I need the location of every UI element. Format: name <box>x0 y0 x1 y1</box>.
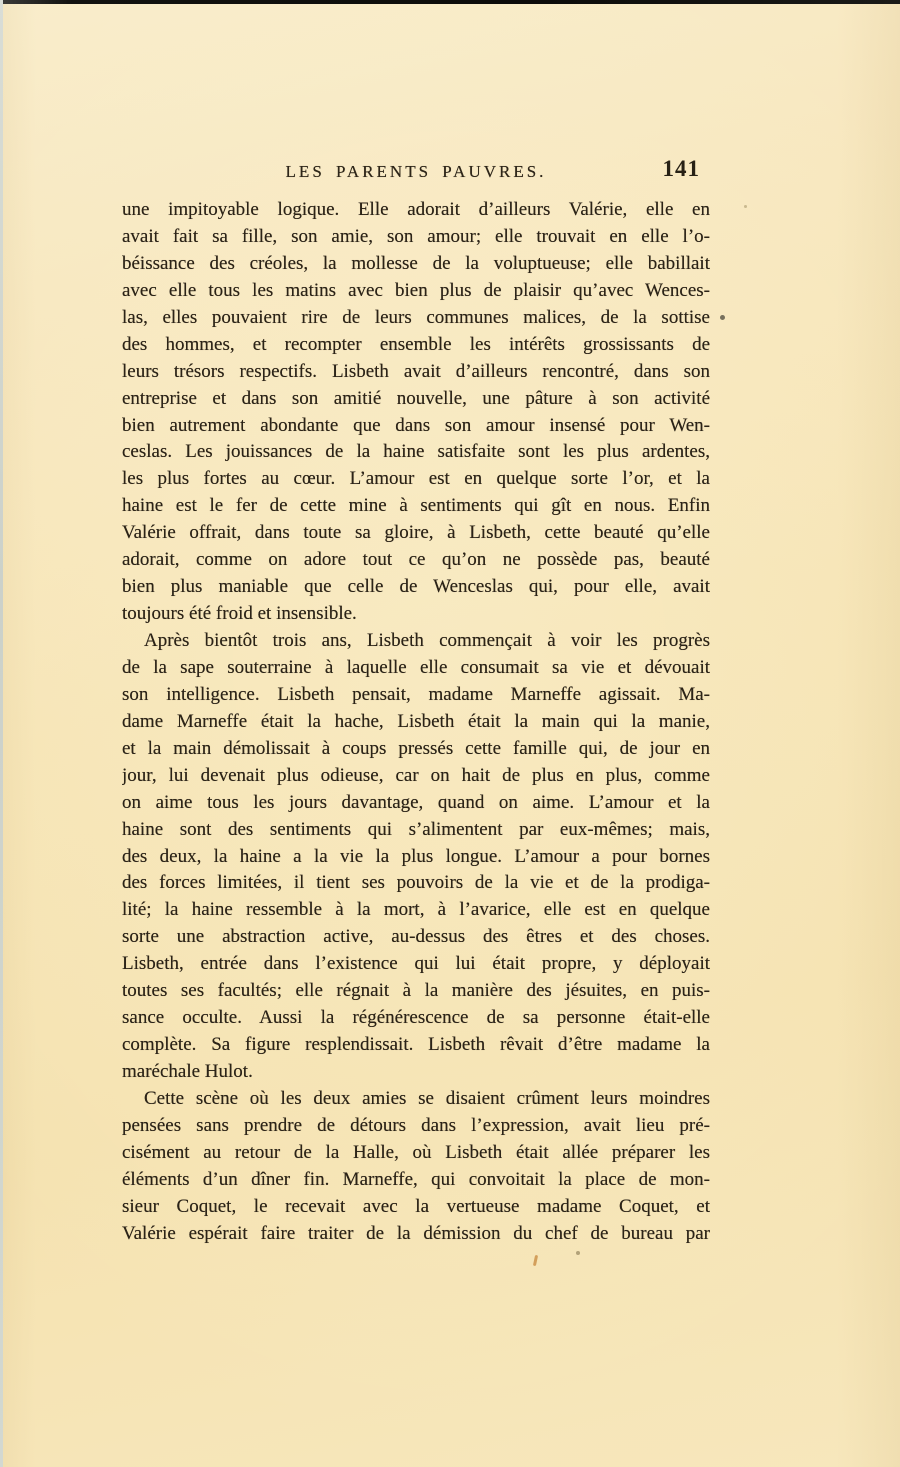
ink-speck <box>533 1255 538 1266</box>
text-line: maréchale Hulot. <box>122 1061 253 1082</box>
text-line: son intelligence. Lisbeth pensait, madame Marneffe agissait. Ma- <box>122 683 710 705</box>
text-line: dame Marneffe était la hache, Lisbeth était la main qui la manie, <box>122 710 710 732</box>
text-line: une impitoyable logique. Elle adorait d’ailleurs Valérie, elle en <box>122 199 710 220</box>
text-line: jour, lui devenait plus odieuse, car on hait de plus en plus, comme <box>122 764 710 786</box>
text-line: sieur Coquet, le recevait avec la vertueuse madame Coquet, et <box>122 1195 710 1217</box>
text-line: lité; la haine ressemble à la mort, à l’avarice, elle est en quelque <box>122 899 710 921</box>
text-line: éléments d’un dîner fin. Marneffe, qui convoitait la place de mon- <box>122 1168 710 1190</box>
page-text <box>122 197 710 1248</box>
text-line: béissance des créoles, la mollesse de la voluptueuse; elle babillait <box>122 252 710 274</box>
text-line: des deux, la haine a la vie la plus longue. L’amour a pour bornes <box>122 845 710 867</box>
text-line: toujours été froid et insensible. <box>122 603 357 625</box>
text-line: haine est le fer de cette mine à sentiments qui gît en nous. Enfin <box>122 495 710 517</box>
ink-speck <box>744 205 747 208</box>
page-number: 141 <box>662 156 700 181</box>
text-line: sance occulte. Aussi la régénérescence de sa personne était-elle <box>122 1007 710 1029</box>
text-line: bien autrement abondante que dans son amour insensé pour Wen- <box>122 414 710 436</box>
text-line: on aime tous les jours davantage, quand on aime. L’amour et la <box>122 791 710 813</box>
scan-edge-top <box>0 0 900 4</box>
text-line: ceslas. Les jouissances de la haine satisfaite sont les plus ardentes, <box>122 441 710 463</box>
text-line: de la sape souterraine à laquelle elle consumait sa vie et dévouait <box>122 656 710 678</box>
text-line: Cette scène où les deux amies se disaient crûment leurs moindres <box>144 1087 710 1109</box>
running-header-title: LES PARENTS PAUVRES. <box>285 162 547 181</box>
text-line: Lisbeth, entrée dans l’existence qui lui était propre, y déployait <box>122 953 710 975</box>
text-line: et la main démolissait à coups pressés cette famille qui, de jour en <box>122 737 710 759</box>
running-head <box>122 156 710 190</box>
text-line: complète. Sa figure resplendissait. Lisbeth rêvait d’être madame la <box>122 1034 710 1056</box>
text-line: bien plus maniable que celle de Wenceslas qui, pour elle, avait <box>122 576 710 598</box>
text-line: adorait, comme on adore tout ce qu’on ne possède pas, beauté <box>122 549 710 571</box>
text-line: les plus fortes au cœur. L’amour est en quelque sorte l’or, et la <box>122 468 710 490</box>
text-line: leurs trésors respectifs. Lisbeth avait d’ailleurs rencontré, dans son <box>122 360 710 382</box>
text-line: des forces limitées, il tient ses pouvoirs de la vie et de la prodiga- <box>122 872 710 894</box>
text-line: cisément au retour de la Halle, où Lisbeth était allée préparer les <box>122 1141 710 1163</box>
ink-speck <box>576 1251 580 1255</box>
text-line: entreprise et dans son amitié nouvelle, une pâture à son activité <box>122 387 710 409</box>
text-line: Valérie offrait, dans toute sa gloire, à Lisbeth, cette beauté qu’elle <box>122 522 710 544</box>
text-line: avait fait sa fille, son amie, son amour; elle trouvait en elle l’o- <box>122 225 710 247</box>
text-line: Après bientôt trois ans, Lisbeth commençait à voir les progrès <box>144 630 710 651</box>
ink-speck <box>720 315 725 320</box>
text-line: las, elles pouvaient rire de leurs communes malices, de la sottise <box>122 306 710 328</box>
text-line: haine sont des sentiments qui s’alimentent par eux-mêmes; mais, <box>122 818 710 840</box>
text-line: toutes ses facultés; elle régnait à la manière des jésuites, en puis- <box>122 980 710 1002</box>
text-line: Valérie espérait faire traiter de la démission du chef de bureau par <box>122 1222 710 1244</box>
text-line: avec elle tous les matins avec bien plus de plaisir qu’avec Wences- <box>122 279 710 301</box>
scan-edge-left <box>0 0 3 1467</box>
text-line: pensées sans prendre de détours dans l’expression, avait lieu pré- <box>122 1114 710 1136</box>
text-line: sorte une abstraction active, au-dessus des êtres et des choses. <box>122 926 710 948</box>
text-line: des hommes, et recompter ensemble les intérêts grossissants de <box>122 333 710 355</box>
